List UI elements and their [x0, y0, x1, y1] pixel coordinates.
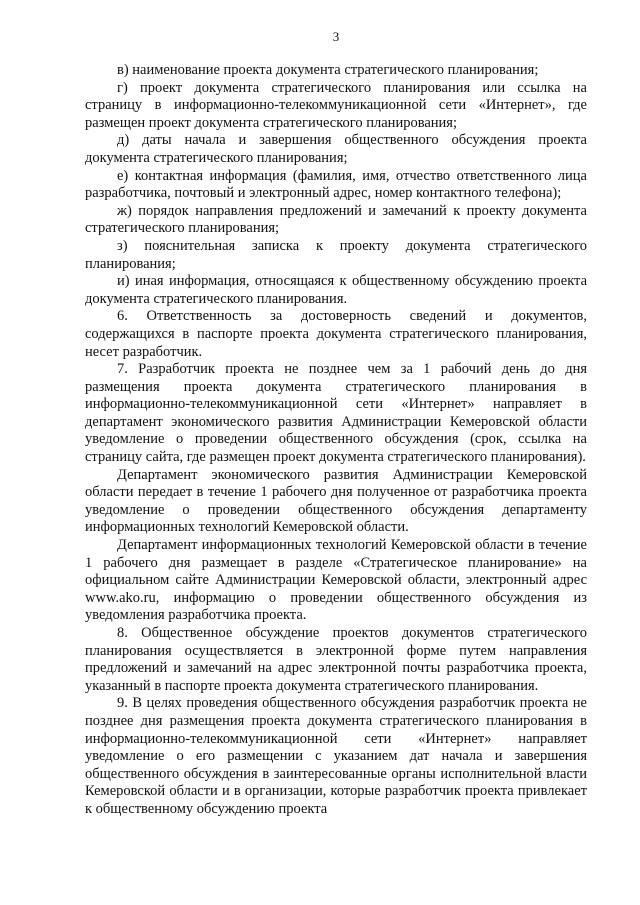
- paragraph-clause-9: 9. В целях проведения общественного обсуждения разработчик проекта не позднее дня размещения проекта документа стратегического планирования в информационно-телекоммуникационной сети «Интернет» направляет уведомление о его размещении с указанием дат начала и завершения общественного обсуждения в заинтересованные органы исполнительной власти Кемеровской области и в организации, которые разработчик проекта привлекает к общественному обсуждению проекта: [85, 695, 587, 817]
- paragraph-item-g: г) проект документа стратегического планирования или ссылка на страницу в информационно-телекоммуникационной сети «Интернет», где размещен проект документа стратегического планирования;: [85, 79, 587, 131]
- paragraph-item-d: д) даты начала и завершения общественного обсуждения проекта документа стратегического планирования;: [85, 132, 587, 166]
- paragraph-item-z: з) пояснительная записка к проекту документа стратегического планирования;: [85, 237, 587, 272]
- paragraph-item-i: и) иная информация, относящаяся к общественному обсуждению проекта документа стратегического планирования.: [85, 273, 587, 307]
- page-number: 3: [332, 29, 340, 44]
- paragraph-item-v: в) наименование проекта документа стратегического планирования;: [117, 62, 539, 78]
- paragraph-clause-6: 6. Ответственность за достоверность сведений и документов, содержащихся в паспорте проекта документа стратегического планирования, несет разработчик.: [85, 308, 587, 360]
- paragraph-clause-7-it-dept: Департамент информационных технологий Кемеровской области в течение 1 рабочего дня размещает в разделе «Стратегическое планирование» на официальном сайте Администрации Кемеровской области, электронный адрес www.ako.ru, информацию о проведении общественного обсуждения из уведомления разработчика проекта.: [85, 537, 587, 624]
- paragraph-item-zh: ж) порядок направления предложений и замечаний к проекту документа стратегического планирования;: [85, 202, 587, 237]
- paragraph-clause-7: 7. Разработчик проекта не позднее чем за 1 рабочий день до дня размещения проекта документа стратегического планирования в информационно-телекоммуникационной сети «Интернет» направляет в департамент экономического развития Администрации Кемеровской области уведомление о проведении общественного обсуждения (срок, ссылка на страницу сайта, где размещен проект документа стратегического планирования).: [85, 361, 587, 466]
- document-body: [85, 62, 587, 819]
- paragraph-clause-8: 8. Общественное обсуждение проектов документов стратегического планирования осуществляется в электронной форме путем направления предложений и замечаний на адрес электронной почты разработчика проекта, указанный в паспорте проекта документа стратегического планирования.: [85, 625, 587, 694]
- paragraph-clause-7-economic-dept: Департамент экономического развития Администрации Кемеровской области передает в течение 1 рабочего дня полученное от разработчика проекта уведомление о проведении общественного обсуждения департаменту информационных технологий Кемеровской области.: [85, 466, 587, 536]
- paragraph-item-e: е) контактная информация (фамилия, имя, отчество ответственного лица разработчика, почтовый и электронный адрес, номер контактного телефона);: [85, 167, 587, 202]
